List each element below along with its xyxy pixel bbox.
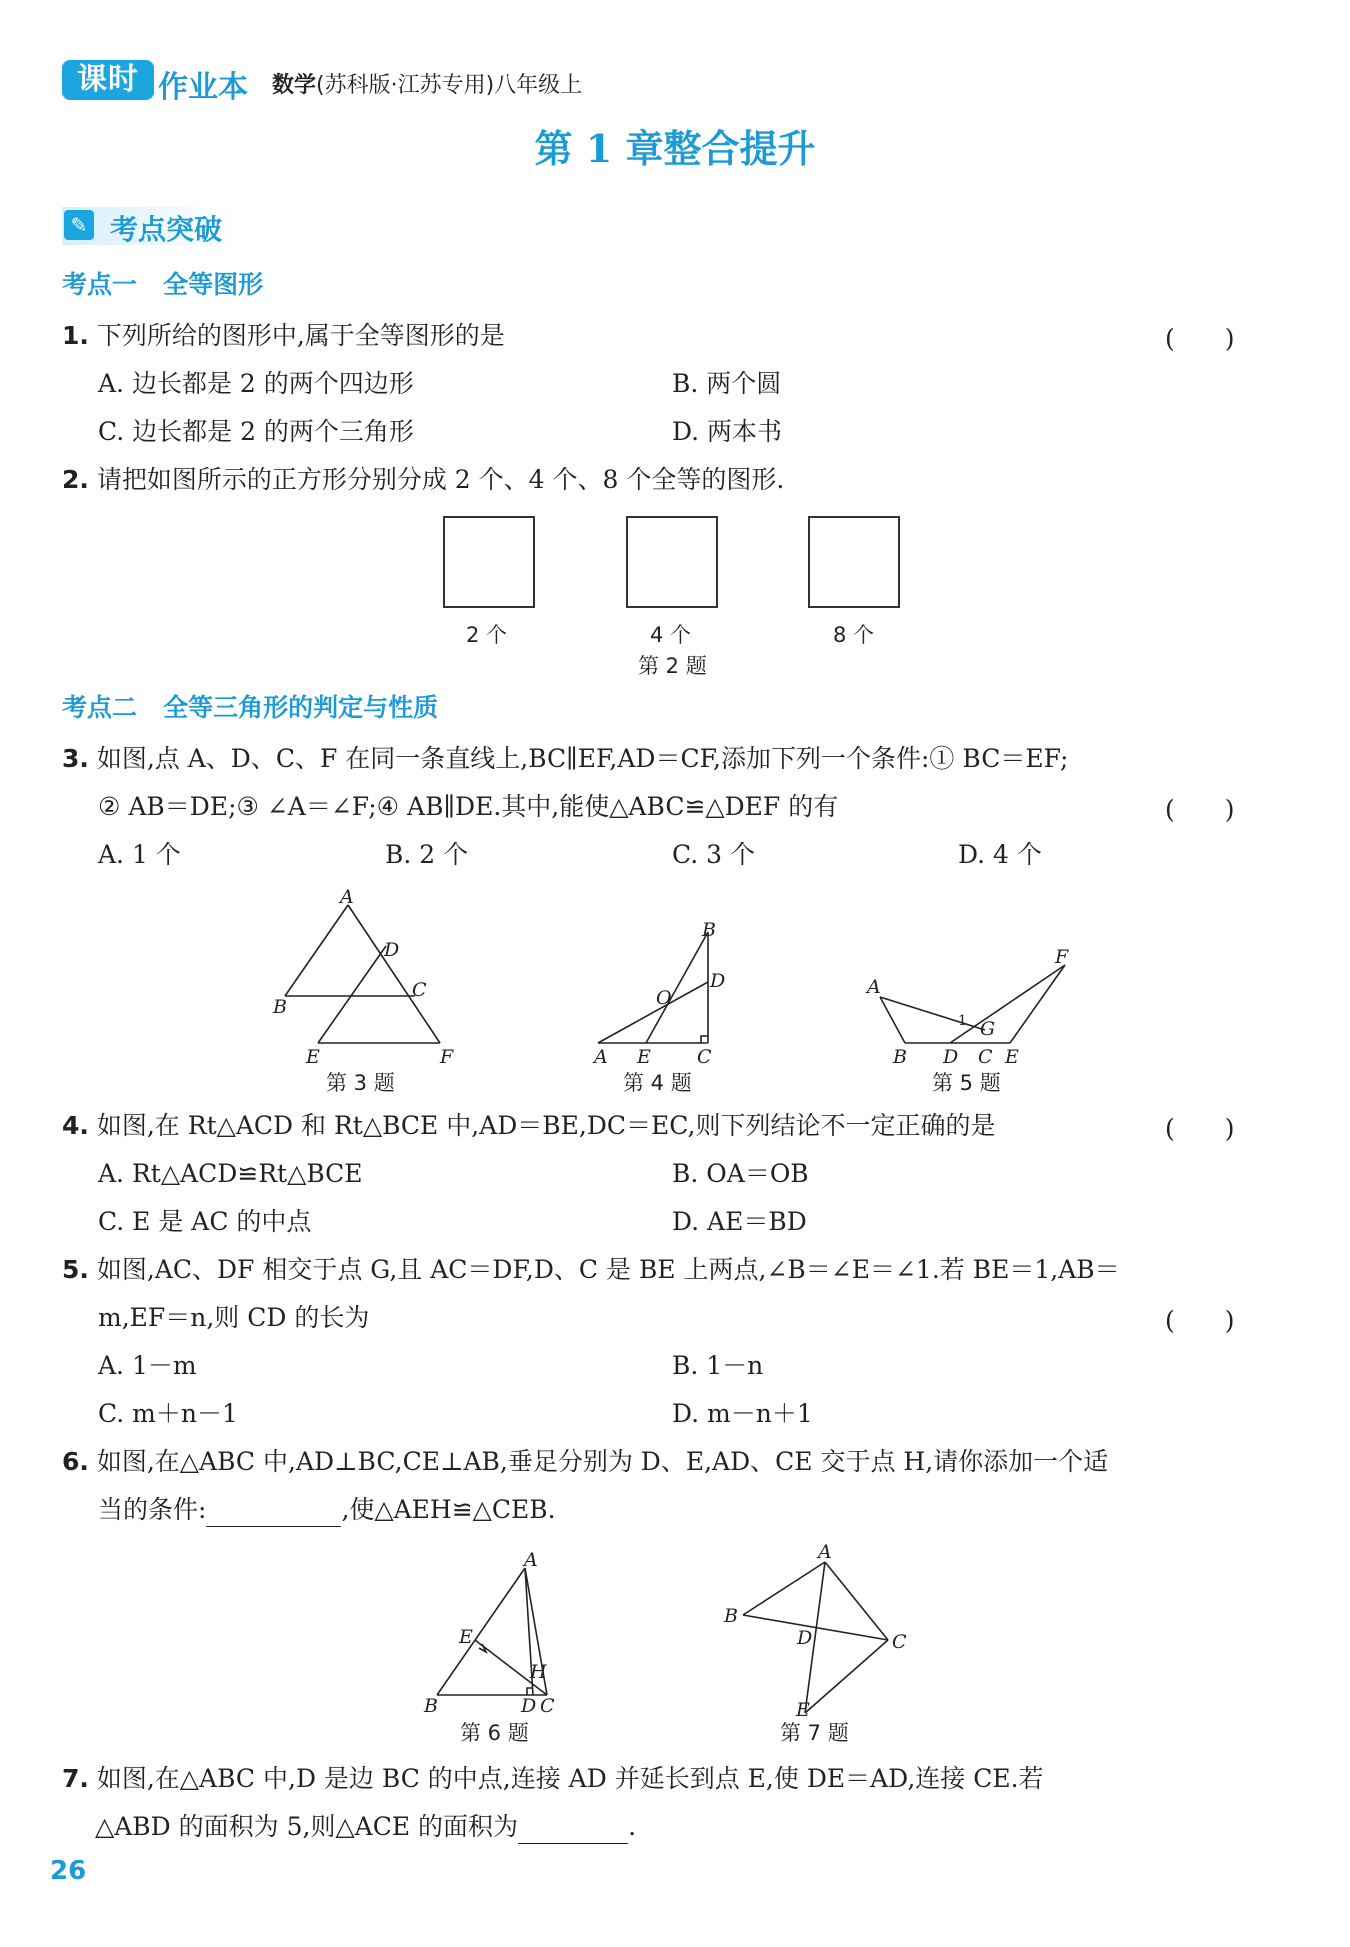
q6-answer-blank[interactable] xyxy=(206,1502,341,1527)
fig5-EF xyxy=(1010,965,1065,1043)
q5-option-b: B. 1－n xyxy=(672,1351,764,1380)
q2-caption: 第 2 题 xyxy=(638,654,707,678)
book-title: 作业本 xyxy=(158,70,248,105)
q5-number: 5. xyxy=(62,1255,89,1284)
fig5-DF xyxy=(950,965,1065,1043)
q7-text1: 如图,在△ABC 中,D 是边 BC 的中点,连接 AD 并延长到点 E,使 DE＝AD,连接 CE.若 xyxy=(96,1764,1044,1793)
q5-option-c: C. m＋n－1 xyxy=(98,1399,238,1428)
check-pen-icon: ✎ xyxy=(64,210,94,240)
fig4-label-b: B xyxy=(702,919,716,941)
q4-number: 4. xyxy=(62,1111,89,1140)
fig5-label-g: G xyxy=(980,1018,996,1040)
fig4-label-a: A xyxy=(594,1046,608,1068)
q2-stem: 请把如图所示的正方形分别分成 2 个、4 个、8 个全等的图形. xyxy=(96,465,785,494)
fig3-label-b: B xyxy=(273,996,287,1018)
q4-option-b: B. OA＝OB xyxy=(672,1159,809,1188)
q6-line1 xyxy=(62,1445,1108,1479)
fig7-AB xyxy=(743,1562,825,1615)
fig5-label-b: B xyxy=(893,1046,907,1068)
q7-number: 7. xyxy=(62,1764,89,1793)
q4-option-c: C. E 是 AC 的中点 xyxy=(98,1207,312,1236)
q7-text2-pre: △ABD 的面积为 5,则△ACE 的面积为 xyxy=(95,1812,519,1841)
fig4-right-angle xyxy=(701,1036,708,1043)
kp2-title: 全等三角形的判定与性质 xyxy=(163,693,439,722)
fig4-caption: 第 4 题 xyxy=(623,1071,692,1095)
fig6-AB xyxy=(437,1568,525,1695)
q6-text2-post: ,使△AEH≌△CEB. xyxy=(341,1495,556,1524)
fig7-caption: 第 7 题 xyxy=(780,1721,849,1745)
fig4-label-o: O xyxy=(656,987,672,1009)
fig5-label-d: D xyxy=(943,1046,959,1068)
q1-number: 1. xyxy=(62,321,89,350)
fig3-label-f: F xyxy=(440,1046,454,1068)
fig7-AC xyxy=(825,1562,888,1640)
q1-option-c: C. 边长都是 2 的两个三角形 xyxy=(98,417,414,446)
q3-option-c: C. 3 个 xyxy=(672,840,755,869)
series-logo: 课时 xyxy=(62,60,154,100)
q4-option-a: A. Rt△ACD≌Rt△BCE xyxy=(98,1159,363,1188)
square-2-label: 2 个 xyxy=(466,623,508,647)
fig6-label-e: E xyxy=(459,1626,473,1648)
square-4-label: 4 个 xyxy=(650,623,692,647)
fig3-AF xyxy=(348,905,440,1043)
figure-3 xyxy=(285,905,440,1043)
fig3-label-a: A xyxy=(340,886,354,908)
q5-option-d: D. m－n＋1 xyxy=(672,1399,813,1428)
fig3-AB xyxy=(285,905,348,996)
q7-line2 xyxy=(95,1810,636,1844)
q6-number: 6. xyxy=(62,1447,89,1476)
q1-option-a: A. 边长都是 2 的两个四边形 xyxy=(98,369,414,398)
fig7-label-e: E xyxy=(796,1699,810,1721)
q3-text1: 如图,点 A、D、C、F 在同一条直线上,BC∥EF,AD＝CF,添加下列一个条件:① BC＝EF; xyxy=(96,744,1069,773)
fig6-label-h: H xyxy=(530,1661,547,1683)
q4-option-d: D. AE＝BD xyxy=(672,1207,807,1236)
q4-answer-paren: ( ) xyxy=(1165,1114,1235,1143)
q4-stem-line xyxy=(62,1109,995,1143)
q5-line1 xyxy=(62,1253,1120,1287)
q3-answer-paren: ( ) xyxy=(1165,795,1235,824)
fig4-AD xyxy=(598,982,708,1043)
q3-option-b: B. 2 个 xyxy=(385,840,469,869)
q1-option-b: B. 两个圆 xyxy=(672,369,782,398)
q7-text2-post: . xyxy=(628,1812,637,1841)
q5-answer-paren: ( ) xyxy=(1165,1306,1235,1335)
fig4-label-e: E xyxy=(637,1046,651,1068)
fig6-caption: 第 6 题 xyxy=(460,1721,529,1745)
page-number: 26 xyxy=(50,1856,87,1886)
fig5-label-c: C xyxy=(978,1046,993,1068)
figure-4 xyxy=(598,932,708,1043)
fig7-label-b: B xyxy=(724,1605,738,1627)
fig3-caption: 第 3 题 xyxy=(326,1071,395,1095)
figure-7 xyxy=(743,1562,888,1713)
fig3-label-d: D xyxy=(384,939,400,961)
q5-text1: 如图,AC、DF 相交于点 G,且 AC＝DF,D、C 是 BE 上两点,∠B＝∠E＝∠1.若 BE＝1,AB＝ xyxy=(96,1255,1120,1284)
fig5-label-a: A xyxy=(867,976,881,998)
q7-answer-blank[interactable] xyxy=(518,1819,628,1844)
q3-line2: ② AB＝DE;③ ∠A＝∠F;④ AB∥DE.其中,能使△ABC≌△DEF 的有 xyxy=(98,792,839,821)
section-title: 考点突破 xyxy=(110,213,223,246)
fig7-label-a: A xyxy=(818,1541,832,1563)
figure-5 xyxy=(880,965,1065,1043)
kp2-label: 考点二 xyxy=(62,693,138,722)
q3-option-a: A. 1 个 xyxy=(98,840,181,869)
fig5-caption: 第 5 题 xyxy=(932,1071,1001,1095)
q5-line2: m,EF＝n,则 CD 的长为 xyxy=(98,1303,370,1332)
fig4-label-c: C xyxy=(697,1046,712,1068)
chapter-title: 第 1 章整合提升 xyxy=(534,126,816,171)
fig6-label-a: A xyxy=(524,1549,538,1571)
q6-text2-pre: 当的条件: xyxy=(98,1495,207,1524)
q1-stem: 下列所给的图形中,属于全等图形的是 xyxy=(96,321,505,350)
fig7-label-c: C xyxy=(892,1631,907,1653)
fig6-label-c: C xyxy=(540,1695,555,1717)
q6-text1: 如图,在△ABC 中,AD⊥BC,CE⊥AB,垂足分别为 D、E,AD、CE 交于点 H,请你添加一个适 xyxy=(96,1447,1109,1476)
fig3-label-c: C xyxy=(412,979,427,1001)
kp1-title: 全等图形 xyxy=(163,270,264,299)
kp1-label: 考点一 xyxy=(62,270,138,299)
q5-option-a: A. 1－m xyxy=(98,1351,197,1380)
q3-number: 3. xyxy=(62,744,89,773)
q1-answer-paren: ( ) xyxy=(1165,324,1235,353)
q6-line2 xyxy=(98,1493,556,1527)
fig3-ED xyxy=(318,946,386,1043)
fig4-label-d: D xyxy=(710,970,726,992)
fig3-label-e: E xyxy=(306,1046,320,1068)
q3-option-d: D. 4 个 xyxy=(958,840,1042,869)
fig5-label-1: 1 xyxy=(958,1013,967,1029)
q2-number: 2. xyxy=(62,465,89,494)
q4-stem: 如图,在 Rt△ACD 和 Rt△BCE 中,AD＝BE,DC＝EC,则下列结论不一定正确的是 xyxy=(96,1111,996,1140)
q1-option-d: D. 两本书 xyxy=(672,417,783,446)
fig6-label-d: D xyxy=(521,1695,537,1717)
fig5-label-f: F xyxy=(1055,946,1069,968)
fig7-CE xyxy=(805,1640,888,1713)
fig5-label-e: E xyxy=(1005,1046,1019,1068)
square-8-label: 8 个 xyxy=(833,623,875,647)
fig6-label-b: B xyxy=(424,1695,438,1717)
fig7-label-d: D xyxy=(797,1627,813,1649)
subject: 数学 xyxy=(272,73,317,98)
q7-line1 xyxy=(62,1762,1044,1796)
edition: (苏科版·江苏专用)八年级上 xyxy=(316,73,583,98)
